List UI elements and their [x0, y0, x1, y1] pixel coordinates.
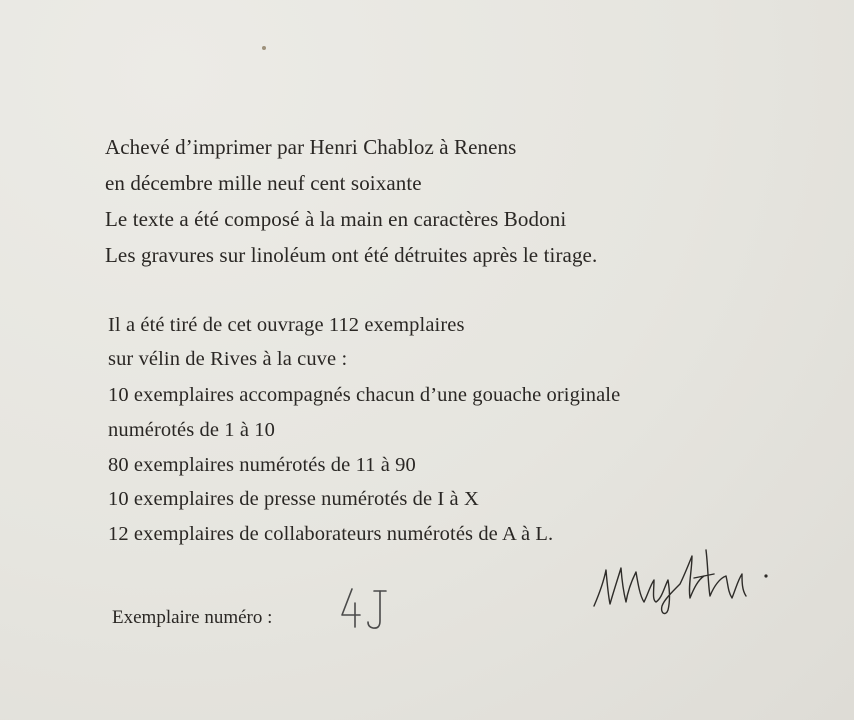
copy-number-label: Exemplaire numéro :: [112, 607, 273, 628]
printing-line-2: en décembre mille neuf cent soixante: [105, 171, 422, 195]
artist-signature: [588, 540, 778, 618]
edition-line-7: 12 exemplaires de collaborateurs numérotés de A à L.: [108, 523, 554, 545]
handwritten-copy-number: [338, 585, 394, 633]
edition-line-5: 80 exemplaires numérotés de 11 à 90: [108, 454, 416, 476]
edition-line-3: 10 exemplaires accompagnés chacun d’une gouache originale: [108, 384, 621, 406]
edition-line-1: Il a été tiré de cet ouvrage 112 exemplaires: [108, 314, 465, 336]
printing-line-1: Achevé d’imprimer par Henri Chabloz à Renens: [105, 135, 517, 159]
printing-line-4: Les gravures sur linoléum ont été détruites après le tirage.: [105, 243, 598, 267]
paper-speck: [262, 46, 266, 50]
printing-line-3: Le texte a été composé à la main en caractères Bodoni: [105, 207, 567, 231]
edition-line-4: numérotés de 1 à 10: [108, 419, 275, 441]
edition-line-6: 10 exemplaires de presse numérotés de I à X: [108, 488, 479, 510]
edition-line-2: sur vélin de Rives à la cuve :: [108, 348, 348, 370]
